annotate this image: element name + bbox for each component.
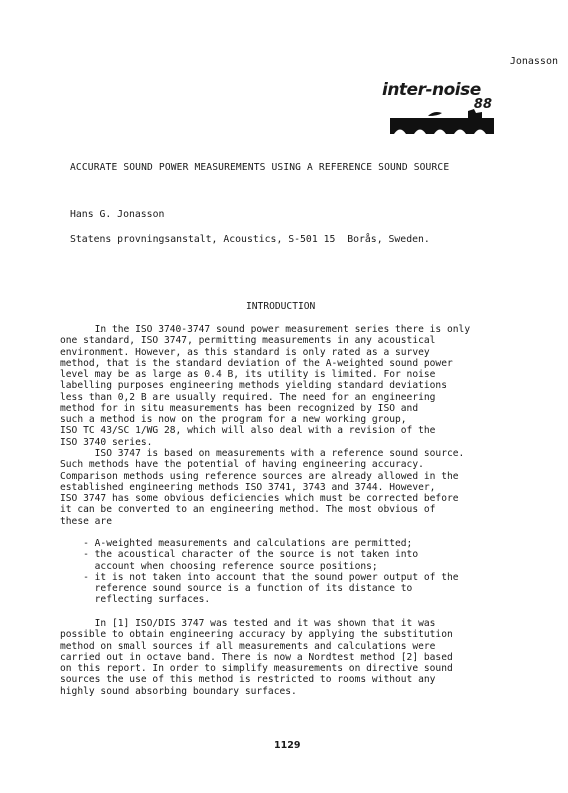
text-line: ISO 3747 is based on measurements with a reference sound source. (60, 448, 465, 459)
text-line: these are (60, 515, 112, 527)
text-line: reflecting surfaces. (60, 594, 211, 606)
text-line: ISO 3740 series. (60, 436, 153, 448)
text-line: possible to obtain engineering accuracy by applying the substitution (60, 629, 453, 641)
text-line: labelling purposes engineering methods yielding standard deviations (60, 380, 447, 392)
text-line: it can be converted to an engineering method. The most obvious of (60, 504, 436, 516)
text-line: ISO 3747 has some obvious deficiencies which must be corrected before (60, 493, 459, 504)
section-heading: INTRODUCTION (246, 301, 316, 312)
text-line: ISO TC 43/SC 1/WG 28, which will also deal with a revision of the (60, 425, 436, 437)
author-affiliation: Statens provningsanstalt, Acoustics, S-501 15 Borås, Sweden. (70, 234, 430, 245)
text-line: method on small sources if all measurements and calculations were (60, 640, 436, 652)
running-header-author: Jonasson (509, 56, 558, 67)
deficiency-list (60, 538, 459, 606)
paper-title: ACCURATE SOUND POWER MEASUREMENTS USING A REFERENCE SOUND SOURCE (70, 162, 450, 173)
text-line: sources the use of this method is restricted to rooms without any (60, 674, 436, 686)
text-line: environment. However, as this standard is only rated as a survey (60, 346, 430, 358)
text-line: method, that is the standard deviation of the A-weighted sound power (60, 357, 453, 369)
text-line: such a method is now on the program for a new working group, (60, 414, 407, 425)
text-line: Comparison methods using reference sources are already allowed in the (60, 470, 459, 482)
paragraph-1 (60, 324, 470, 448)
paragraph-3 (60, 618, 453, 697)
text-line: less than 0,2 B are usually required. The need for an engineering (60, 391, 436, 403)
text-line: In [1] ISO/DIS 3747 was tested and it was shown that it was (60, 618, 436, 629)
text-line: reference sound source is a function of its distance to (60, 583, 413, 594)
paragraph-2 (60, 448, 464, 527)
text-line: method for in situ measurements has been recognized by ISO and (60, 402, 419, 414)
text-line: account when choosing reference source positions; (60, 560, 378, 572)
text-line: In the ISO 3740-3747 sound power measurement series there is only (60, 324, 471, 335)
text-line: highly sound absorbing boundary surfaces. (60, 685, 297, 697)
page-number: 1129 (274, 740, 301, 751)
text-line: level may be as large as 0.4 B, its utility is limited. For noise (60, 369, 436, 380)
text-line: Such methods have the potential of having engineering accuracy. (60, 459, 424, 471)
text-line: on this report. In order to simplify measurements on directive sound (60, 663, 453, 674)
text-line: - it is not taken into account that the sound power output of the (60, 571, 459, 583)
text-line: established engineering methods ISO 3741, 3743 and 3744. However, (60, 481, 436, 493)
text-line: - the acoustical character of the source is not taken into (60, 549, 419, 561)
text-line: one standard, ISO 3747, permitting measurements in any acoustical (60, 335, 436, 347)
logo-year: 88 (473, 97, 492, 112)
author-name: Hans G. Jonasson (70, 209, 165, 220)
bridge-icon (390, 108, 494, 136)
conference-logo (382, 80, 500, 140)
logo-wordmark: inter-noise (382, 80, 481, 100)
text-line: carried out in octave band. There is now a Nordtest method [2] based (60, 651, 453, 663)
text-line: - A-weighted measurements and calculations are permitted; (60, 538, 413, 549)
